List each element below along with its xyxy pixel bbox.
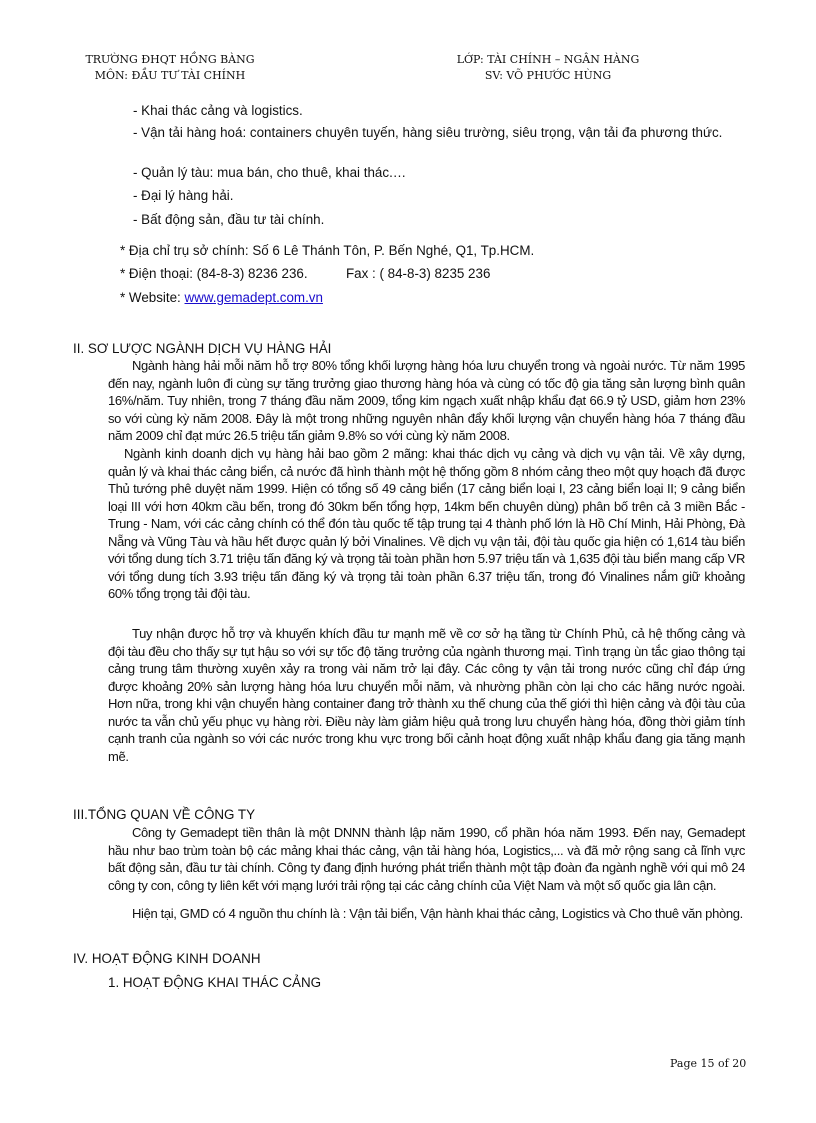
school-name: TRƯỜNG ĐHQT HỒNG BÀNG bbox=[85, 53, 255, 66]
company-address: * Địa chỉ trụ sở chính: Số 6 Lê Thánh Tôn, P. Bến Nghé, Q1, Tp.HCM. bbox=[120, 243, 535, 258]
section-heading: II. SƠ LƯỢC NGÀNH DỊCH VỤ HÀNG HẢI bbox=[73, 341, 332, 356]
paragraph: Tuy nhận được hỗ trợ và khuyến khích đầu tư mạnh mẽ về cơ sở hạ tầng từ Chính Phủ, cả hệ thống cảng và đội tàu đều cho thấy sự tụt hậu so với sự tốc độ tăng trưởng của ngành thương mại. Tình trạng ùn tắc giao thông tại cảng trung tâm thường xuyên xảy ra trong vài năm trở lại đây. Các công ty vận tải trong nước cũng chỉ đáp ứng được khoảng 20% sản lượng hàng hóa lưu chuyển mỗi năm, và nhường phần còn lại cho các hãng nước ngoài. Hơn nữa, trong khi vận chuyển hàng container đang trở thành xu thế chung của thế giới thì hiện cảng và đội tàu của nước ta vẫn chủ yếu phục vụ hàng rời. Điều này làm giảm hiệu quả trong lưu chuyển hàng hóa, đồng thời giảm tính cạnh tranh của ngành so với các nước trong khu vực trong bối cảnh hoạt động xuất nhập khẩu đang gia tăng mạnh mẽ. bbox=[108, 626, 745, 764]
paragraph: Công ty Gemadept tiền thân là một DNNN thành lập năm 1990, cổ phần hóa năm 1993. Đến nay, Gemadept hầu như bao trùm toàn bộ các mảng khai thác cảng, vận tải hàng hóa, Logistics,... và đã mở rộng sang cả lĩnh vực bất động sản, đầu tư tài chính. Công ty đang định hướng phát triển thành một tập đoàn đa ngành nghề với qui mô 24 công ty con, công ty liên kết với mạng lưới trải rộng tại các cảng chính của Việt Nam và một số quốc gia lân cận. bbox=[108, 825, 745, 893]
student-name: SV: VÕ PHƯỚC HÙNG bbox=[484, 69, 612, 82]
header-right bbox=[446, 52, 650, 84]
company-phone: * Điện thoại: (84-8-3) 8236 236. bbox=[120, 266, 308, 281]
class-name: LỚP: TÀI CHÍNH – NGÂN HÀNG bbox=[456, 53, 640, 66]
section-heading: III.TỔNG QUAN VỀ CÔNG TY bbox=[73, 807, 256, 822]
page-number: Page 15 of 20 bbox=[670, 1057, 747, 1070]
company-fax: Fax : ( 84-8-3) 8235 236 bbox=[346, 266, 491, 281]
subject-name: MÔN: ĐẦU TƯ TÀI CHÍNH bbox=[94, 69, 246, 82]
website-label: * Website: bbox=[120, 290, 185, 305]
header-left bbox=[72, 52, 268, 84]
business-line: - Khai thác cảng và logistics. bbox=[133, 103, 303, 118]
business-line: - Bất động sản, đầu tư tài chính. bbox=[133, 212, 325, 227]
company-website-row bbox=[120, 290, 580, 305]
business-line: - Đại lý hàng hải. bbox=[133, 188, 234, 203]
subsection-heading: 1. HOẠT ĐỘNG KHAI THÁC CẢNG bbox=[108, 975, 322, 990]
paragraph: Ngành kinh doanh dịch vụ hàng hải bao gồm 2 mãng: khai thác dịch vụ cảng và dịch vụ vận tải. Về xây dựng, quản lý và khai thác cảng biển, cả nước đã hình thành một hệ thống gồm 8 nhóm cảng theo một quy hoạch đã được Thủ tướng phê duyệt năm 1999. Hiện có tổng số 49 cảng biển (17 cảng biển loại I, 23 cảng biển loại II; 9 cảng biển loại III với hơn 40km cầu bến, trong đó 30km bến tổng hợp, 14km bến chuyên dùng) phân bố trên cả 3 miền Bắc -Trung - Nam, với các cảng chính có thể đón tàu quốc tế tập trung tại 4 thành phố lớn là Hồ Chí Minh, Hải Phòng, Đà Nẵng và Vũng Tàu và hầu hết được quản lý bởi Vinalines. Về dịch vụ vận tải, đội tàu quốc gia hiện có 1,614 tàu biển với tổng dung tích 3.71 triệu tấn đăng ký và trọng tải toàn phần hơn 5.97 triệu tấn và 1,635 đội tàu biển mang cấp VR với tổng dung tích 3.93 triệu tấn đăng ký và trọng tải toàn phần 6.37 triệu tấn, trong đó Vinalines nắm giữ khoảng 60% tổng trọng tải đội tàu. bbox=[108, 446, 745, 601]
business-line: - Vận tải hàng hoá: containers chuyên tuyến, hàng siêu trường, siêu trọng, vận tải đa phương thức. bbox=[133, 125, 723, 140]
business-line: - Quản lý tàu: mua bán, cho thuê, khai thác.… bbox=[133, 165, 407, 180]
website-link[interactable]: www.gemadept.com.vn bbox=[184, 290, 323, 305]
paragraph: Hiện tại, GMD có 4 nguồn thu chính là : Vận tải biển, Vận hành khai thác cảng, Logistics và Cho thuê văn phòng. bbox=[132, 906, 743, 921]
paragraph: Ngành hàng hải mỗi năm hỗ trợ 80% tổng khối lượng hàng hóa lưu chuyển trong và ngoài nước. Từ năm 1995 đến nay, ngành luôn đi cùng sự tăng trưởng giao thương hàng hóa và cùng có tốc độ gia tăng sản lượng bình quân 16%/năm. Tuy nhiên, trong 7 tháng đầu năm 2009, tổng kim ngạch xuất nhập khẩu đạt 66.9 tỷ USD, giảm hơn 23% so với cùng kỳ năm 2008. Đây là một trong những nguyên nhân đẩy khối lượng vận chuyển hàng hóa 7 tháng đầu năm 2009 chỉ đạt mức 26.5 triệu tấn giảm 9.8% so với cùng kỳ năm 2008. bbox=[108, 358, 745, 443]
section-heading: IV. HOẠT ĐỘNG KINH DOANH bbox=[73, 951, 261, 966]
